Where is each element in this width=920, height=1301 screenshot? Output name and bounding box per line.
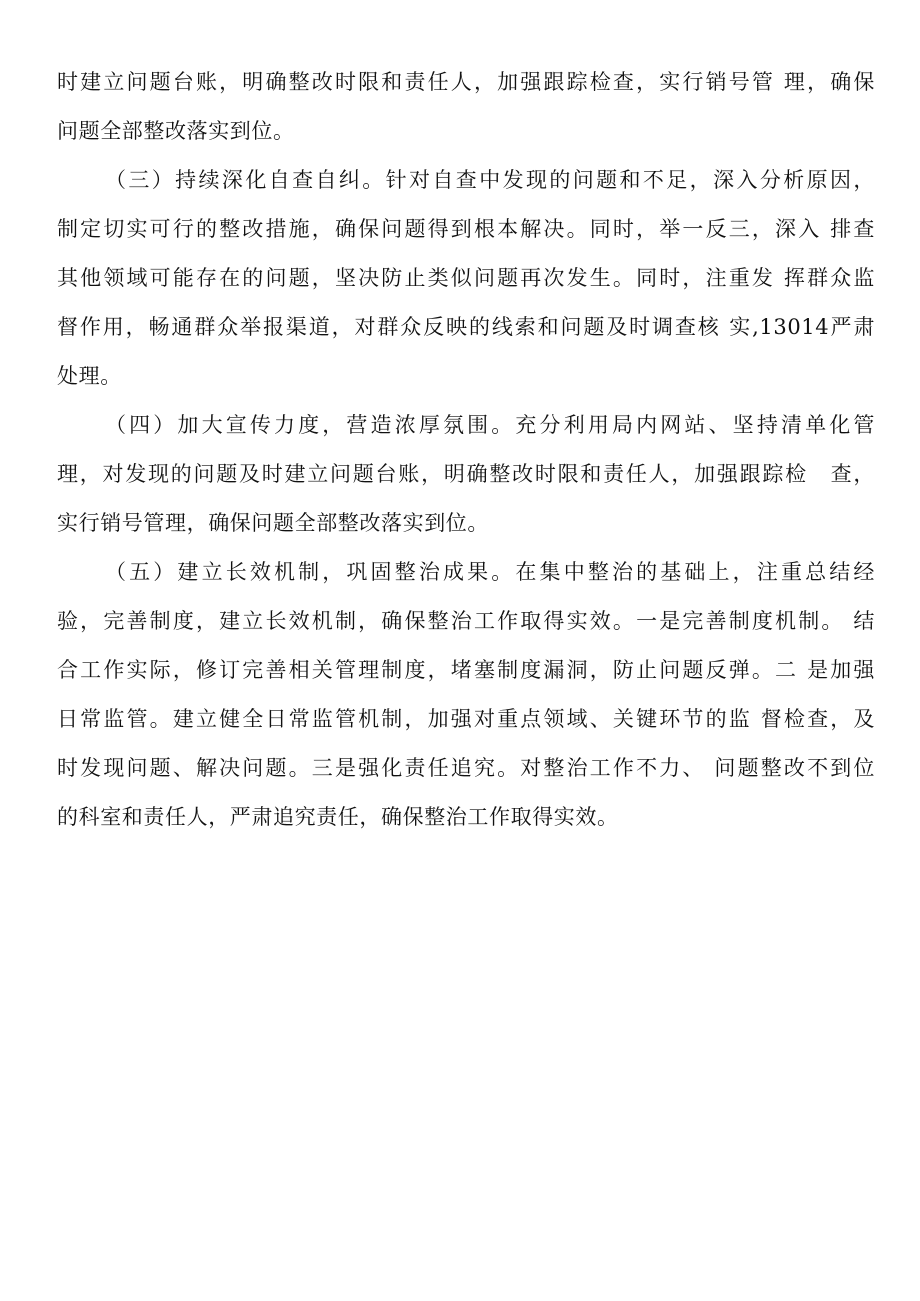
paragraph-3-line-1: （四）加大宣传力度，营造浓厚氛围。充分利用局内网站、坚持清单化管 [105, 413, 875, 437]
paragraph-4-line-6: 的科室和责任人，严肃追究责任，确保整治工作取得实效。 [57, 805, 619, 829]
paragraph-4-line-3: 合工作实际，修订完善相关管理制度，堵塞制度漏洞，防止问题反弹。二 是加强 [57, 658, 875, 682]
paragraph-2-line-2: 制定切实可行的整改措施，确保问题得到根本解决。同时，举一反三，深入 排查 [57, 217, 875, 241]
paragraph-1-line-1: 时建立问题台账，明确整改时限和责任人，加强跟踪检查，实行销号管 理，确保 [57, 70, 875, 94]
paragraph-4-line-5: 时发现问题、解决问题。三是强化责任追究。对整治工作不力、 问题整改不到位 [57, 756, 875, 780]
paragraph-4-line-1: （五）建立长效机制，巩固整治成果。在集中整治的基础上，注重总结经 [105, 560, 875, 584]
paragraph-3-line-3: 实行销号管理，确保问题全部整改落实到位。 [57, 511, 489, 535]
paragraph-2-line-5: 处理。 [57, 364, 122, 388]
paragraph-2-line-4: 督作用，畅通群众举报渠道，对群众反映的线索和问题及时调查核 实,13014严肃 [57, 315, 875, 339]
paragraph-4-line-2: 验，完善制度，建立长效机制，确保整治工作取得实效。一是完善制度机制。 结 [57, 609, 875, 633]
body-text [57, 58, 875, 842]
paragraph-4-line-4: 日常监管。建立健全日常监管机制，加强对重点领域、关键环节的监 督检查，及 [57, 707, 875, 731]
paragraph-3-line-2: 理，对发现的问题及时建立问题台账，明确整改时限和责任人，加强跟踪检 查， [57, 462, 875, 486]
paragraph-1-line-2: 问题全部整改落实到位。 [57, 119, 295, 143]
paragraph-2-line-1: （三）持续深化自查自纠。针对自查中发现的问题和不足，深入分析原因， [105, 168, 875, 192]
paragraph-2-line-3: 其他领域可能存在的问题，坚决防止类似问题再次发生。同时，注重发 挥群众监 [57, 266, 875, 290]
